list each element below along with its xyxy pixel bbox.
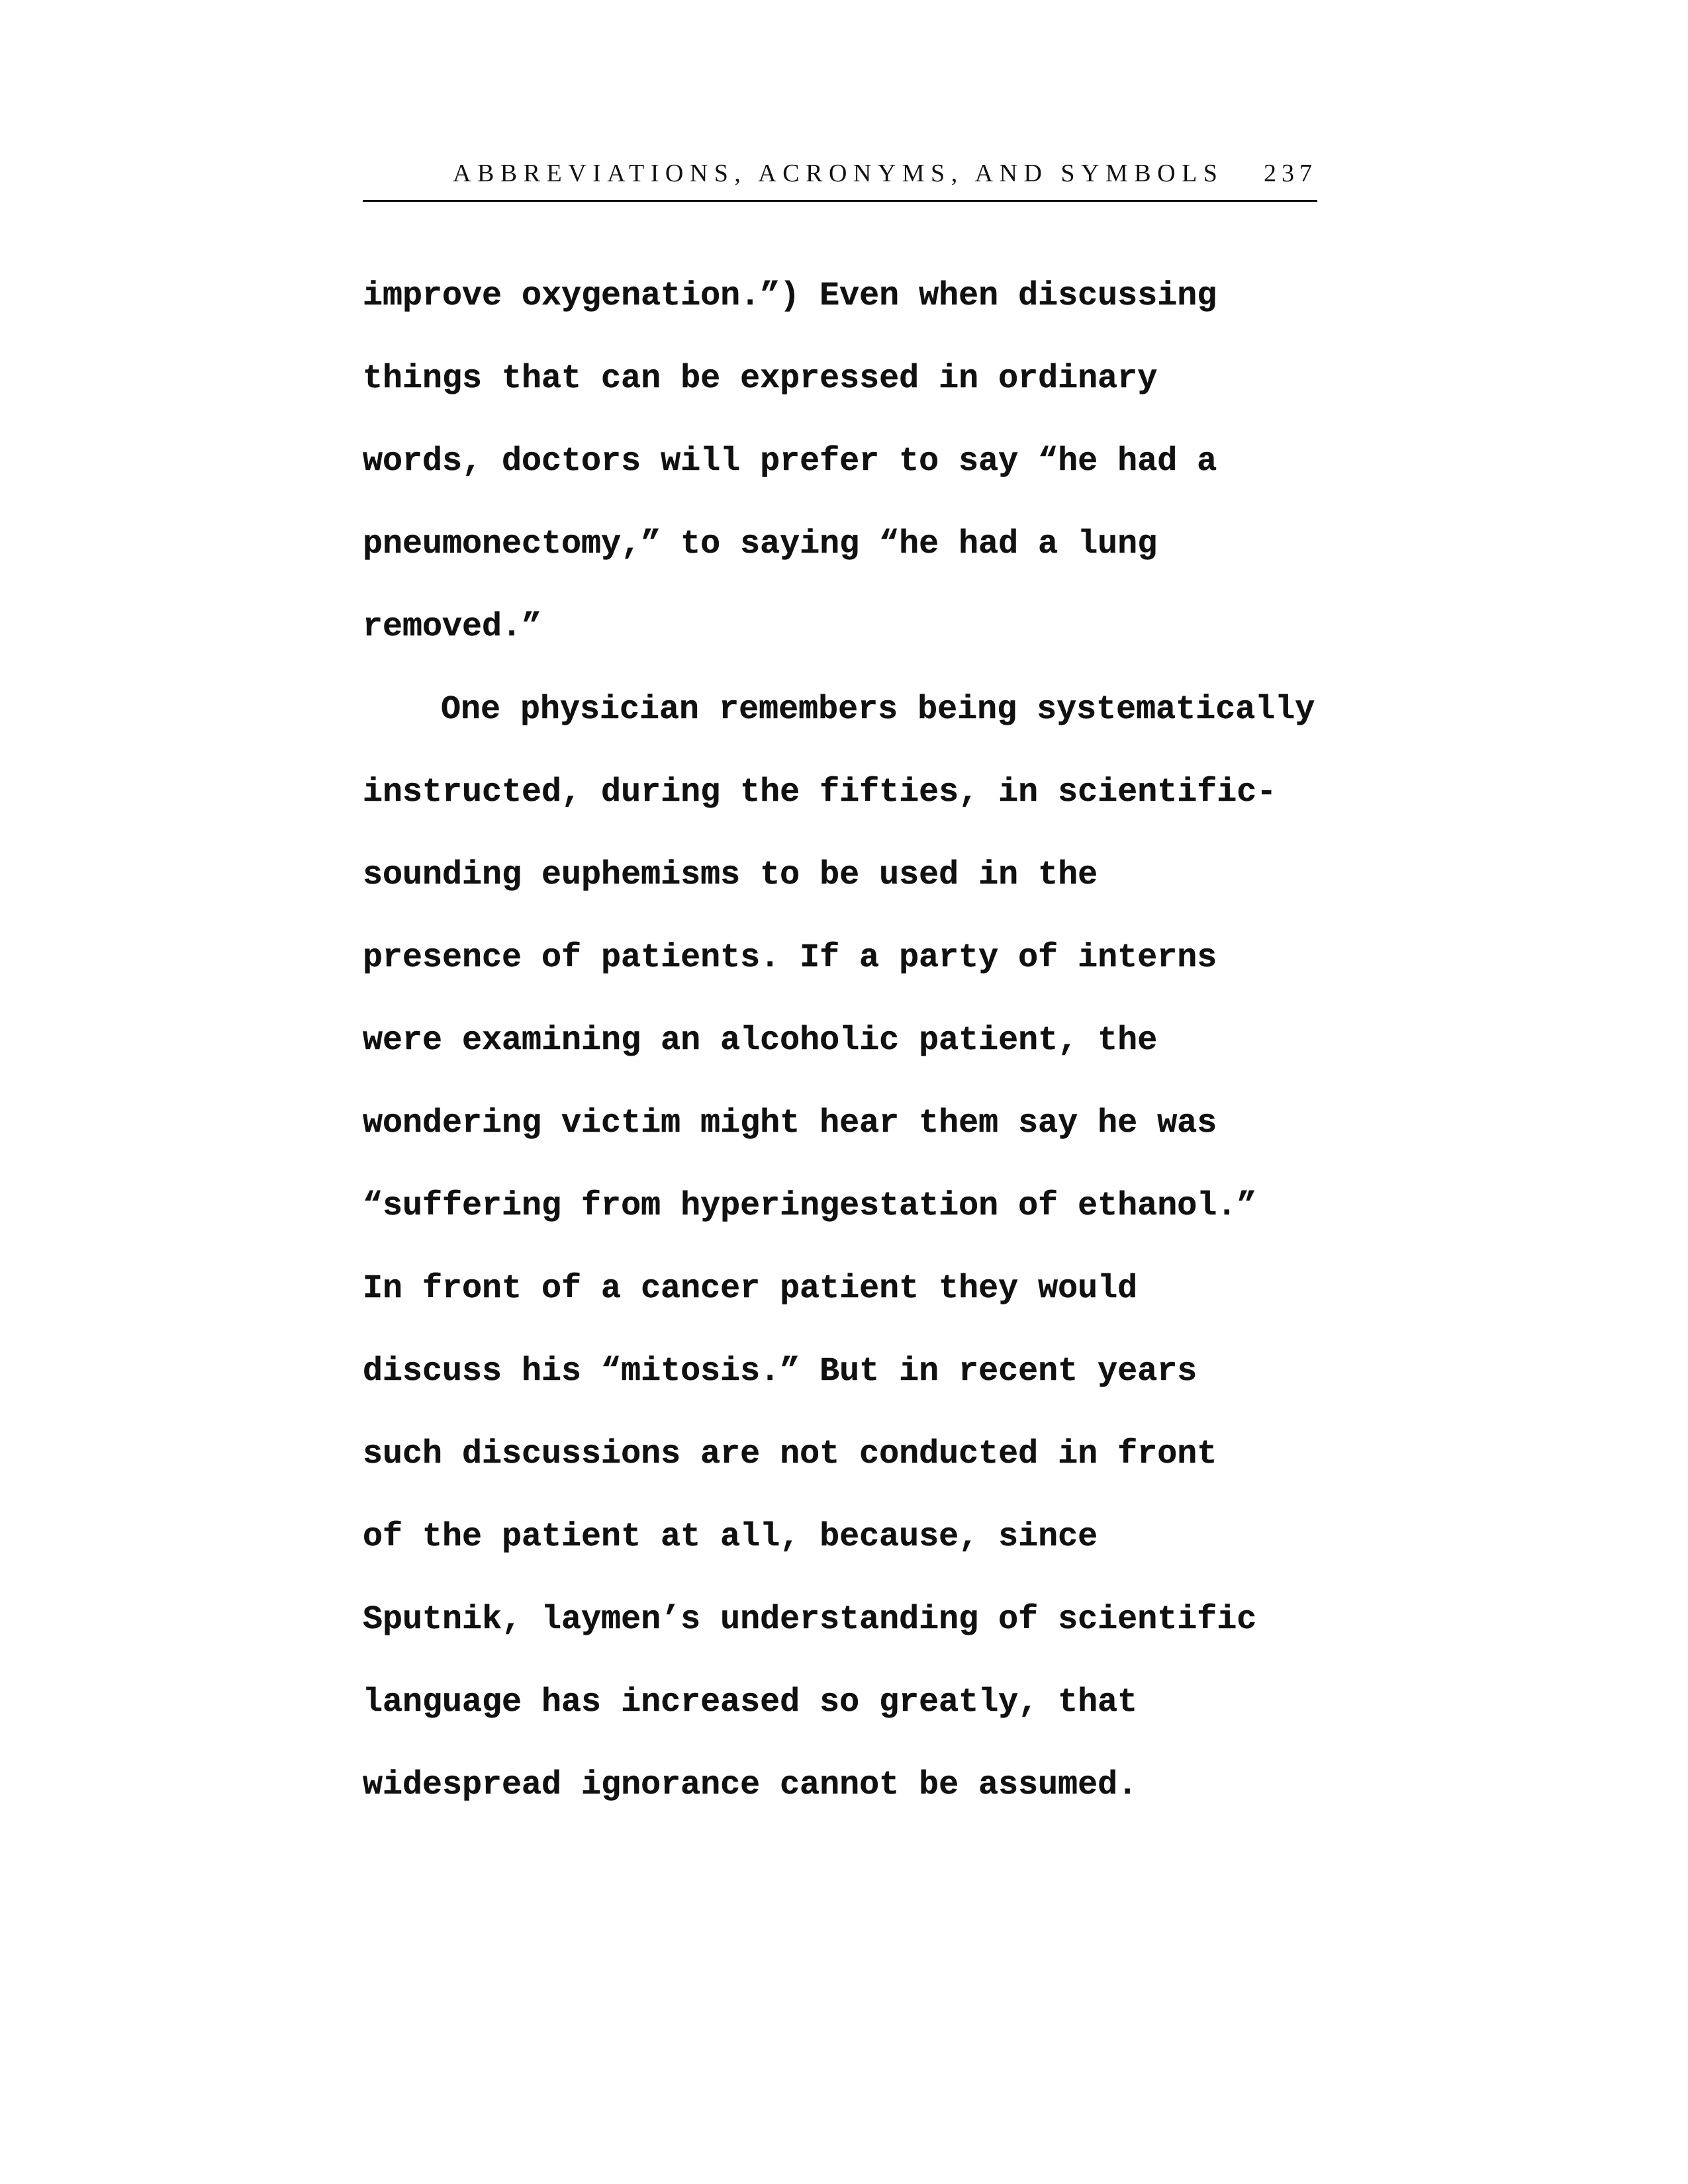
text-line: “suffering from hyperingestation of ethanol.” [363, 1187, 1257, 1225]
text-line-indented: One physician remembers being systematically [441, 691, 1315, 729]
text-line: sounding euphemisms to be used in the [363, 856, 1098, 894]
paragraph-2 [363, 677, 1356, 1835]
text-line: instructed, during the fifties, in scientific- [363, 774, 1277, 811]
text-line: improve oxygenation.”) Even when discussing [363, 277, 1217, 315]
text-line: discuss his “mitosis.” But in recent years [363, 1353, 1197, 1390]
paragraph-1 [363, 263, 1356, 677]
text-line: such discussions are not conducted in front [363, 1435, 1217, 1473]
text-line: In front of a cancer patient they would [363, 1270, 1138, 1308]
text-line: presence of patients. If a party of interns [363, 939, 1217, 977]
running-title: ABBREVIATIONS, ACRONYMS, AND SYMBOLS [453, 159, 1224, 187]
running-header [363, 154, 1317, 193]
page-number: 237 [1264, 159, 1317, 187]
text-line: wondering victim might hear them say he was [363, 1105, 1217, 1142]
header-rule [363, 200, 1317, 202]
text-line: Sputnik, laymen’s understanding of scientific [363, 1601, 1257, 1639]
body-text [363, 263, 1356, 1835]
text-line: widespread ignorance cannot be assumed. [363, 1766, 1138, 1804]
text-line: were examining an alcoholic patient, the [363, 1022, 1158, 1060]
text-line: removed.” [363, 608, 542, 646]
text-line: of the patient at all, because, since [363, 1518, 1098, 1556]
text-line: language has increased so greatly, that [363, 1684, 1138, 1721]
text-line: words, doctors will prefer to say “he had a [363, 443, 1217, 480]
text-line: things that can be expressed in ordinary [363, 360, 1158, 398]
text-line: pneumonectomy,” to saying “he had a lung [363, 525, 1158, 563]
